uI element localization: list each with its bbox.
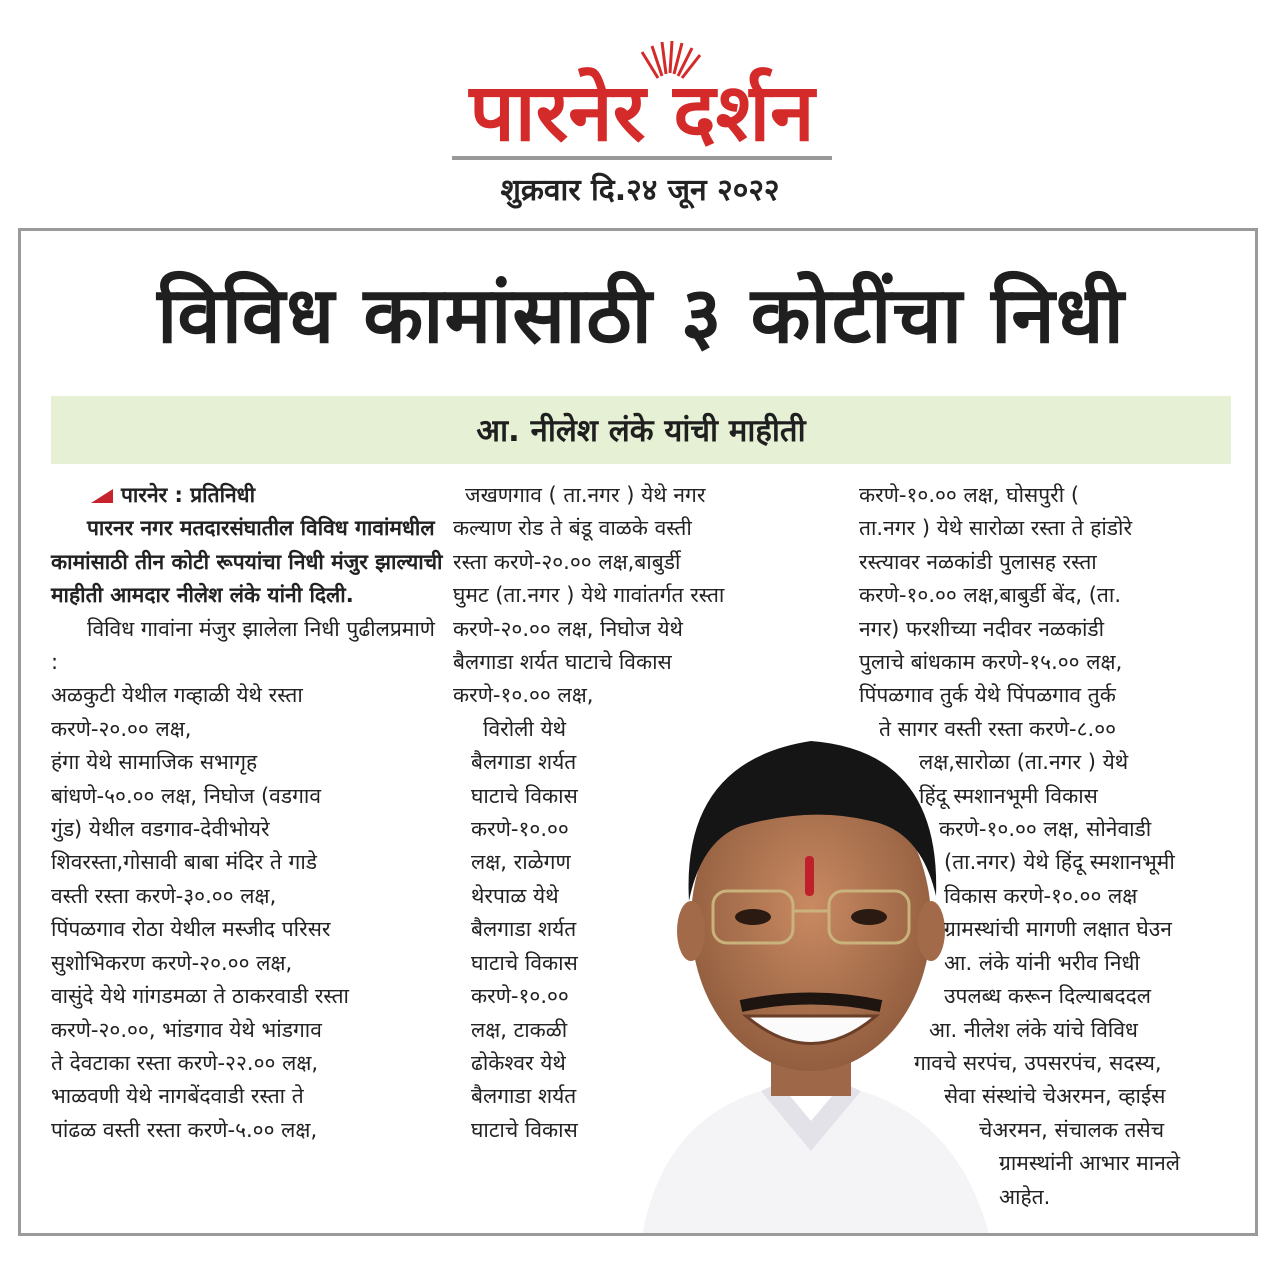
column-2-lines	[453, 479, 833, 713]
column-2-narrow-line: बैलगाडा शर्यत	[471, 750, 577, 775]
column-2-line: बैलगाडा शर्यत घाटाचे विकास	[453, 650, 672, 675]
column-2-narrow-line: बैलगाडा शर्यत	[471, 917, 577, 942]
column-2-narrow-line: बैलगाडा शर्यत	[471, 1084, 577, 1109]
column-2-narrow-line: घाटाचे विकास	[471, 783, 578, 808]
column-3-line: करणे-१०.०० लक्ष, घोसपुरी (	[859, 483, 1080, 507]
column-3-line: रस्त्यावर नळकांडी पुलासह रस्ता	[859, 549, 1097, 574]
column-3-line: करणे-१०.०० लक्ष,बाबुर्डी बेंद, (ता.	[859, 583, 1122, 608]
masthead	[0, 30, 1280, 210]
column-2-narrow-line: थेरपाळ येथे	[471, 883, 559, 908]
column-2-line: कल्याण रोड ते बंडू वाळके वस्ती	[453, 516, 692, 541]
column-3-line: आहेत.	[999, 1184, 1051, 1209]
intro-paragraph: विविध गावांना मंजुर झालेला निधी पुढीलप्रमाणे :	[51, 616, 435, 675]
column-1-line: करणे-२०.०० लक्ष,	[51, 716, 192, 741]
column-1-line: करणे-२०.००, भांडगाव येथे भांडगाव	[51, 1017, 322, 1042]
column-2-narrow-line: करणे-१०.००	[471, 984, 569, 1009]
column-1-line: हंगा येथे सामाजिक सभागृह	[51, 750, 258, 775]
column-1	[51, 479, 446, 1147]
column-3-line: करणे-१०.०० लक्ष, सोनेवाडी	[939, 817, 1152, 842]
column-1-lines	[51, 679, 446, 1147]
lead-paragraph: पारनर नगर मतदारसंघातील विविध गावांमधील कामांसाठी तीन कोटी रूपयांचा निधी मंजुर झाल्याची माहीती आमदार नीलेश लंके यांनी दिली.	[51, 516, 443, 608]
column-1-line: पिंपळगाव रोठा येथील मस्जीद परिसर	[51, 917, 331, 942]
column-2-narrow-line: ढोकेश्वर येथे	[471, 1050, 566, 1075]
column-1-line: गुंड) येथील वडगाव-देवीभोयरे	[51, 817, 270, 842]
column-2-narrow-line: घाटाचे विकास	[471, 950, 578, 975]
column-2-line: करणे-१०.०० लक्ष,	[453, 683, 594, 708]
column-2-line: जखणगाव ( ता.नगर ) येथे नगर	[465, 483, 706, 507]
column-3-line: नगर) फरशीच्या नदीवर नळकांडी	[859, 616, 1105, 641]
column-2-line: रस्ता करणे-२०.०० लक्ष,बाबुर्डी	[453, 549, 681, 574]
column-2-narrow-line: लक्ष, टाकळी	[471, 1017, 568, 1042]
column-1-line: वासुंदे येथे गांगडमळा ते ठाकरवाडी रस्ता	[51, 984, 349, 1009]
column-3-line: लक्ष,सारोळा (ता.नगर ) येथे	[919, 750, 1129, 775]
column-3-line: ते सागर वस्ती रस्ता करणे-८.००	[879, 716, 1117, 741]
column-2-narrow-line: लक्ष, राळेगण	[471, 850, 571, 875]
article-box	[18, 228, 1258, 1236]
column-1-line: भाळवणी येथे नागबेंदवाडी रस्ता ते	[51, 1084, 304, 1109]
column-3-line: पुलाचे बांधकाम करणे-१५.०० लक्ष,	[859, 650, 1123, 675]
column-2-narrow-line: करणे-१०.००	[471, 817, 569, 842]
column-2-narrow-line: घाटाचे विकास	[471, 1117, 578, 1142]
column-1-line: वस्ती रस्ता करणे-३०.०० लक्ष,	[51, 883, 277, 908]
column-2-line: करणे-२०.०० लक्ष, निघोज येथे	[453, 616, 683, 641]
headline: विविध कामांसाठी ३ कोटींचा निधी	[157, 271, 1125, 361]
dateline: पारनेर : प्रतिनिधी	[121, 483, 256, 507]
column-1-line: अळकुटी येथील गव्हाळी येथे रस्ता	[51, 683, 303, 708]
column-3-line: ग्रामस्थांनी आभार मानले	[999, 1151, 1181, 1176]
column-3-line: उपलब्ध करून दिल्याबददल	[944, 984, 1151, 1009]
column-3-line: ग्रामस्थांची मागणी लक्षात घेउन	[944, 917, 1172, 942]
subheadline: आ. नीलेश लंके यांची माहीती	[476, 413, 806, 449]
dateline-marker-icon	[91, 489, 113, 503]
column-2-narrow-line: विरोली येथे	[483, 716, 567, 741]
column-1-line: बांधणे-५०.०० लक्ष, निघोज (वडगाव	[51, 783, 322, 808]
column-3-line: पिंपळगाव तुर्क येथे पिंपळगाव तुर्क	[859, 683, 1116, 708]
column-3-line: विकास करणे-१०.०० लक्ष	[944, 883, 1138, 908]
logo-wordmark: पारनेर दर्शन	[469, 66, 815, 159]
column-1-line: ते देवटाका रस्ता करणे-२२.०० लक्ष,	[51, 1050, 319, 1075]
column-1-line: सुशोभिकरण करणे-२०.०० लक्ष,	[51, 950, 293, 975]
column-1-line: शिवरस्ता,गोसावी बाबा मंदिर ते गाडे	[51, 850, 318, 875]
column-3-line: आ. लंके यांनी भरीव निधी	[944, 950, 1140, 975]
column-3-line: गावचे सरपंच, उपसरपंच, सदस्य,	[914, 1050, 1162, 1075]
column-1-line: पांढळ वस्ती रस्ता करणे-५.०० लक्ष,	[51, 1117, 318, 1142]
subheadline-band	[51, 396, 1231, 464]
column-3-line: हिंदू स्मशानभूमी विकास	[919, 783, 1098, 808]
column-3-lines	[859, 479, 1239, 1214]
column-3-line: चेअरमन, संचालक तसेच	[979, 1117, 1165, 1142]
column-2-line: घुमट (ता.नगर ) येथे गावांतर्गत रस्ता	[453, 583, 725, 608]
column-3-line: सेवा संस्थांचे चेअरमन, व्हाईस	[944, 1084, 1166, 1109]
newspaper-logo	[452, 40, 832, 165]
column-3-line: आ. नीलेश लंके यांचे विविध	[929, 1017, 1138, 1042]
column-3-line: (ता.नगर) येथे हिंदू स्मशानभूमी	[944, 850, 1175, 875]
column-3	[859, 479, 1239, 1214]
issue-date: शुक्रवार दि.२४ जून २०२२	[500, 173, 780, 208]
column-3-line: ता.नगर ) येथे सारोळा रस्ता ते हांडोरे	[859, 516, 1133, 541]
